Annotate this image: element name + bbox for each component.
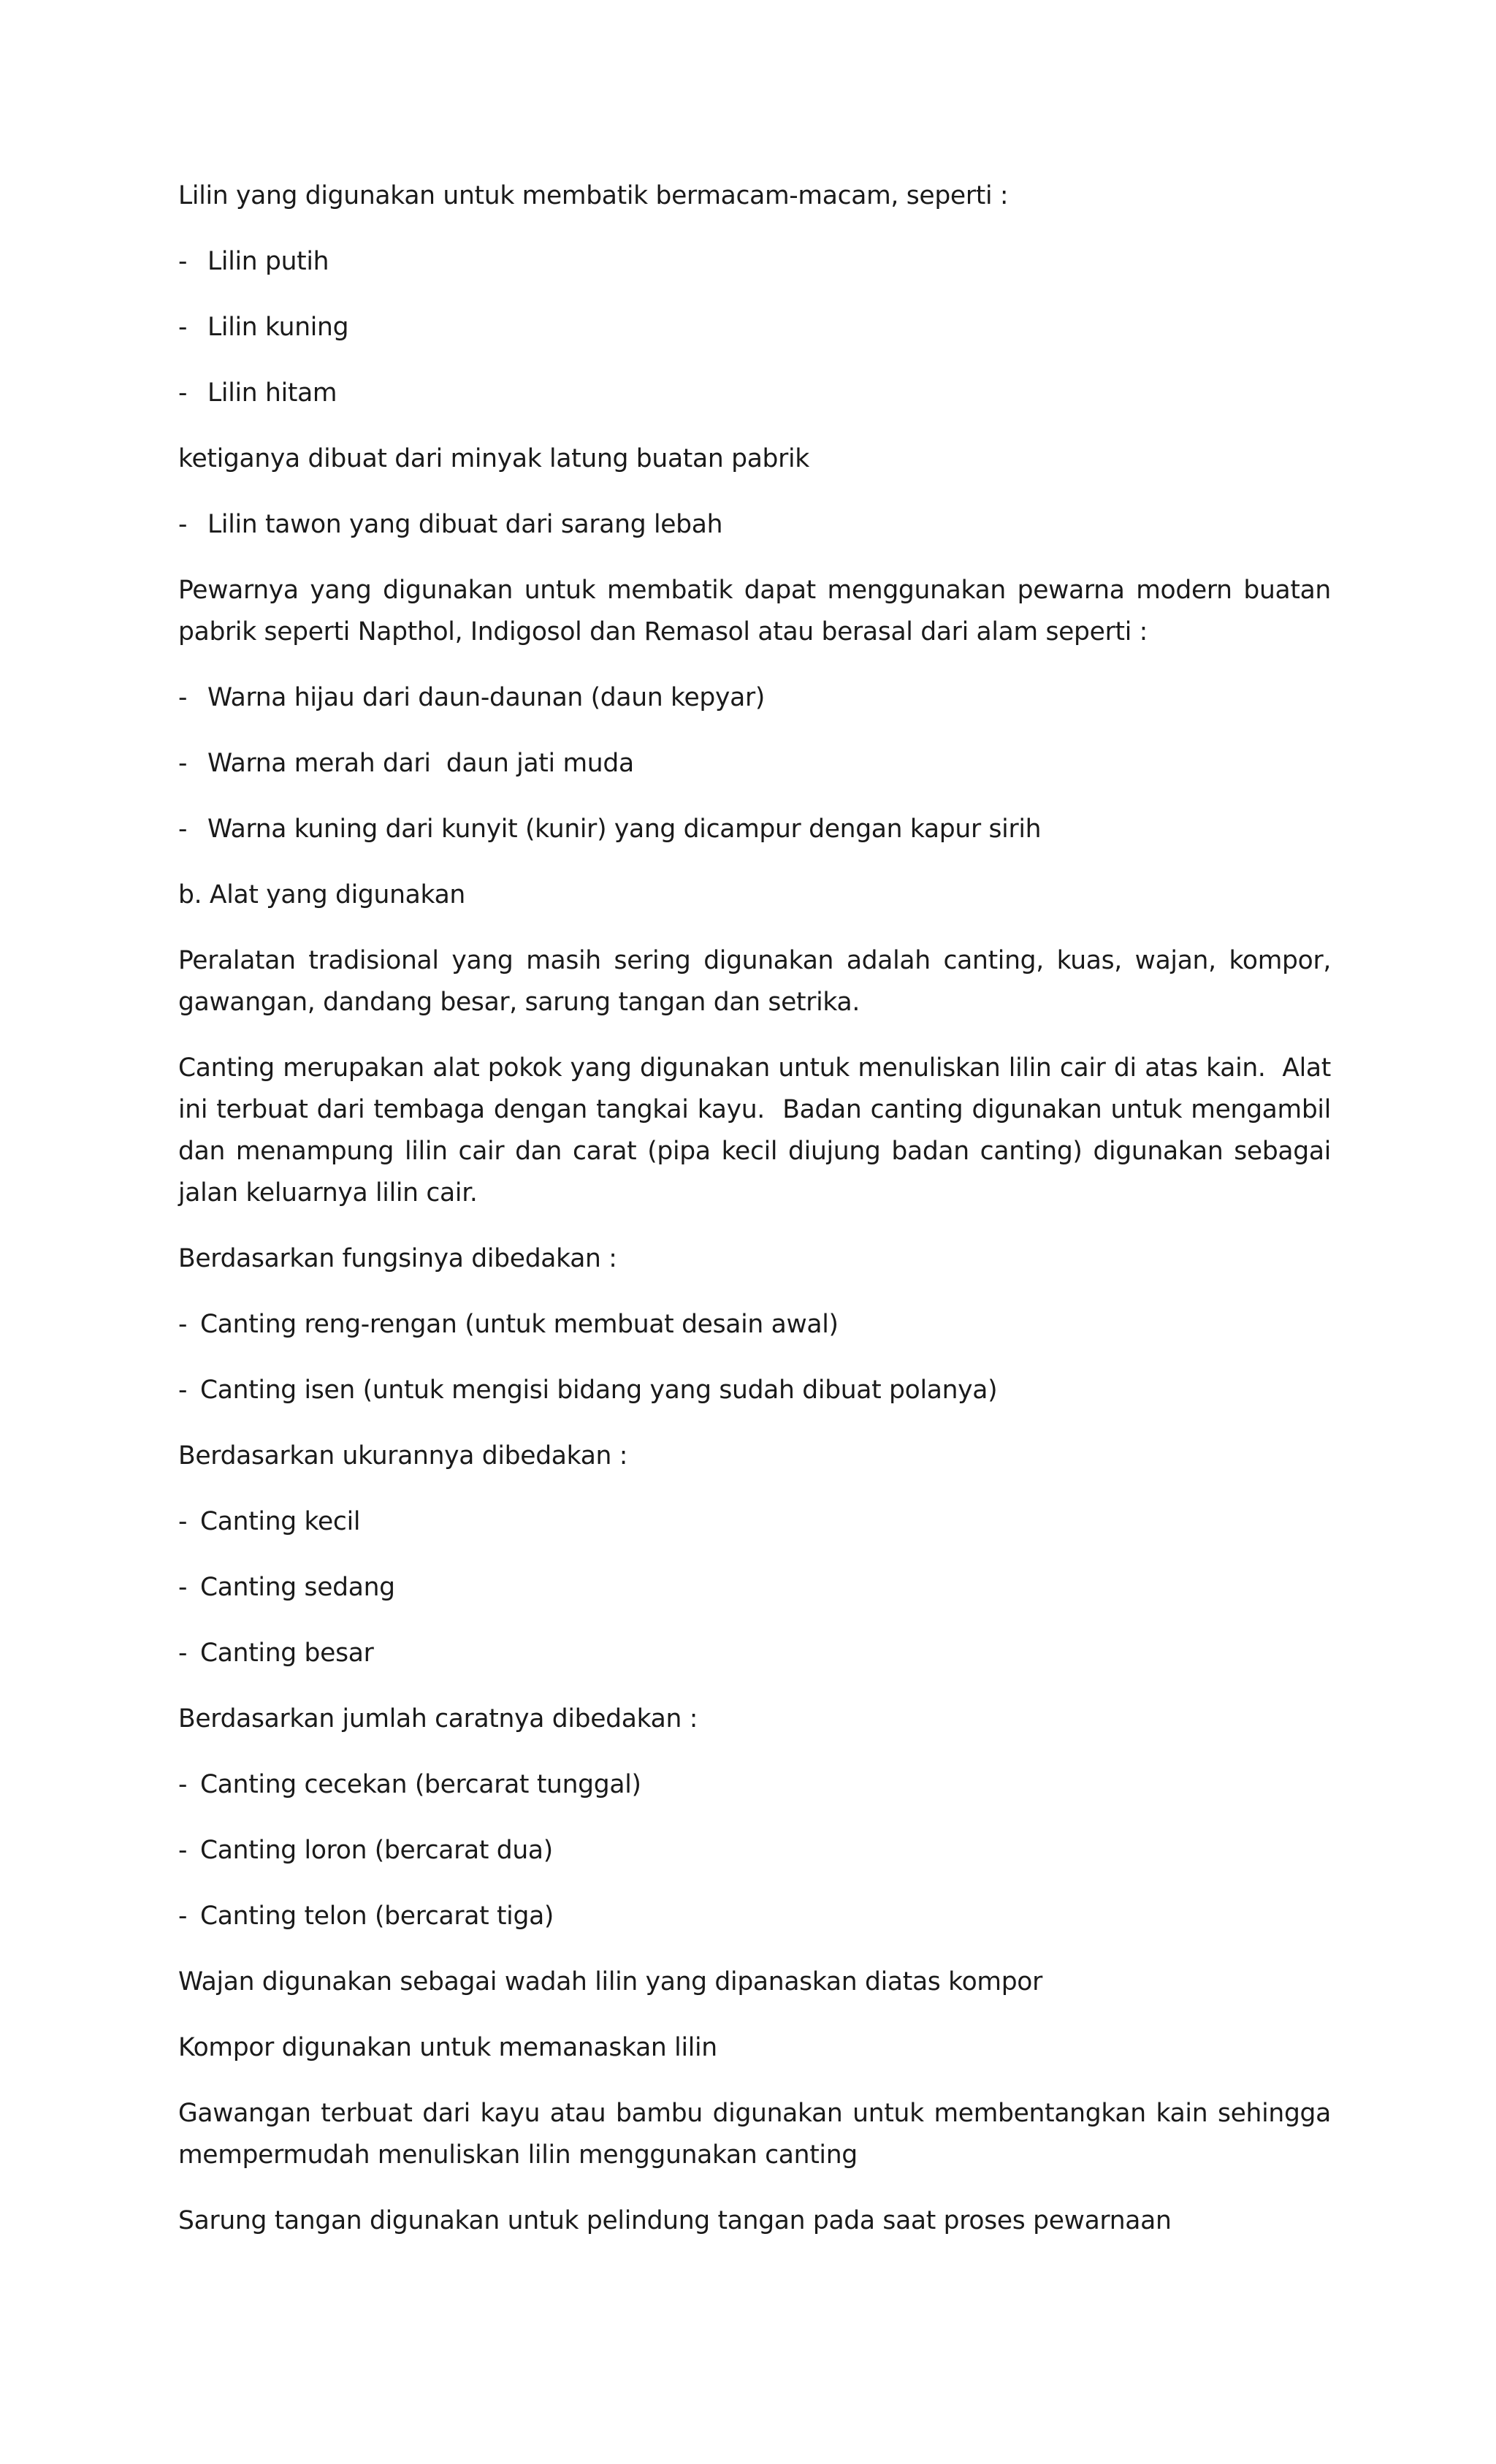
size-item-large: Canting besar xyxy=(200,1639,374,1668)
natural-dye-red: Warna merah dari daun jati muda xyxy=(207,749,634,778)
section-heading-b: b. Alat yang digunakan xyxy=(178,880,465,909)
bullet-dash: - xyxy=(178,815,188,844)
wax-intro: Lilin yang digunakan untuk membatik bermacam-macam, seperti : xyxy=(178,181,1009,210)
bullet-dash: - xyxy=(178,1310,188,1339)
bullet-dash: - xyxy=(178,749,188,778)
wax-type-bee: Lilin tawon yang dibuat dari sarang lebah xyxy=(207,510,723,539)
wajan-description: Wajan digunakan sebagai wadah lilin yang dipanaskan diatas kompor xyxy=(178,1967,1042,1996)
list-item xyxy=(178,1764,1331,1806)
function-item-reng-rengan: Canting reng-rengan (untuk membuat desain awal) xyxy=(200,1310,839,1339)
bullet-dash: - xyxy=(178,378,188,408)
wax-note: ketiganya dibuat dari minyak latung buatan pabrik xyxy=(178,444,809,473)
list-item xyxy=(178,307,1331,348)
gawangan-description: Gawangan terbuat dari kayu atau bambu digunakan untuk membentangkan kain sehingga mempermudah menuliskan lilin menggunakan canting xyxy=(178,2099,1331,2170)
bullet-dash: - xyxy=(178,1376,188,1405)
natural-dye-green: Warna hijau dari daun-daunan (daun kepyar) xyxy=(207,683,766,712)
wax-type-black: Lilin hitam xyxy=(207,378,337,408)
list-item xyxy=(178,1830,1331,1872)
natural-dye-yellow: Warna kuning dari kunyit (kunir) yang dicampur dengan kapur sirih xyxy=(207,815,1042,844)
bullet-dash: - xyxy=(178,1507,188,1536)
bullet-dash: - xyxy=(178,683,188,712)
by-size-heading: Berdasarkan ukurannya dibedakan : xyxy=(178,1441,628,1471)
bullet-dash: - xyxy=(178,1770,188,1799)
size-item-medium: Canting sedang xyxy=(200,1573,395,1602)
list-item xyxy=(178,1370,1331,1411)
list-item xyxy=(178,743,1331,785)
sarung-tangan-description: Sarung tangan digunakan untuk pelindung tangan pada saat proses pewarnaan xyxy=(178,2206,1172,2235)
list-item xyxy=(178,1567,1331,1609)
bullet-dash: - xyxy=(178,1902,188,1931)
tools-intro: Peralatan tradisional yang masih sering digunakan adalah canting, kuas, wajan, kompor, gawangan, dandang besar, sarung tangan dan setrika. xyxy=(178,946,1331,1017)
spout-item-cecekan: Canting cecekan (bercarat tunggal) xyxy=(200,1770,641,1799)
list-item xyxy=(178,1304,1331,1346)
wax-type-yellow: Lilin kuning xyxy=(207,313,349,342)
list-item xyxy=(178,241,1331,283)
list-item xyxy=(178,504,1331,546)
function-item-isen: Canting isen (untuk mengisi bidang yang sudah dibuat polanya) xyxy=(200,1376,998,1405)
spout-item-loron: Canting loron (bercarat dua) xyxy=(200,1836,553,1865)
list-item xyxy=(178,1633,1331,1674)
wax-type-white: Lilin putih xyxy=(207,247,329,276)
kompor-description: Kompor digunakan untuk memanaskan lilin xyxy=(178,2033,717,2062)
bullet-dash: - xyxy=(178,510,188,539)
list-item xyxy=(178,373,1331,414)
canting-description: Canting merupakan alat pokok yang digunakan untuk menuliskan lilin cair di atas kain. Alat ini terbuat dari tembaga dengan tangkai kayu. Badan canting digunakan untuk mengambil dan menampung lilin cair dan carat (pipa kecil diujung badan canting) digunakan sebagai jalan keluarnya lilin cair. xyxy=(178,1053,1339,1208)
dye-intro: Pewarnya yang digunakan untuk membatik dapat menggunakan pewarna modern buatan pabrik seperti Napthol, Indigosol dan Remasol atau berasal dari alam seperti : xyxy=(178,576,1331,646)
document-body xyxy=(178,175,1339,2266)
bullet-dash: - xyxy=(178,1573,188,1602)
size-item-small: Canting kecil xyxy=(200,1507,361,1536)
bullet-dash: - xyxy=(178,313,188,342)
spout-item-telon: Canting telon (bercarat tiga) xyxy=(200,1902,554,1931)
by-spout-heading: Berdasarkan jumlah caratnya dibedakan : xyxy=(178,1704,698,1733)
by-function-heading: Berdasarkan fungsinya dibedakan : xyxy=(178,1244,617,1273)
bullet-dash: - xyxy=(178,1836,188,1865)
list-item xyxy=(178,1896,1331,1937)
bullet-dash: - xyxy=(178,247,188,276)
list-item xyxy=(178,809,1331,850)
list-item xyxy=(178,1501,1331,1543)
list-item xyxy=(178,677,1331,719)
bullet-dash: - xyxy=(178,1639,188,1668)
